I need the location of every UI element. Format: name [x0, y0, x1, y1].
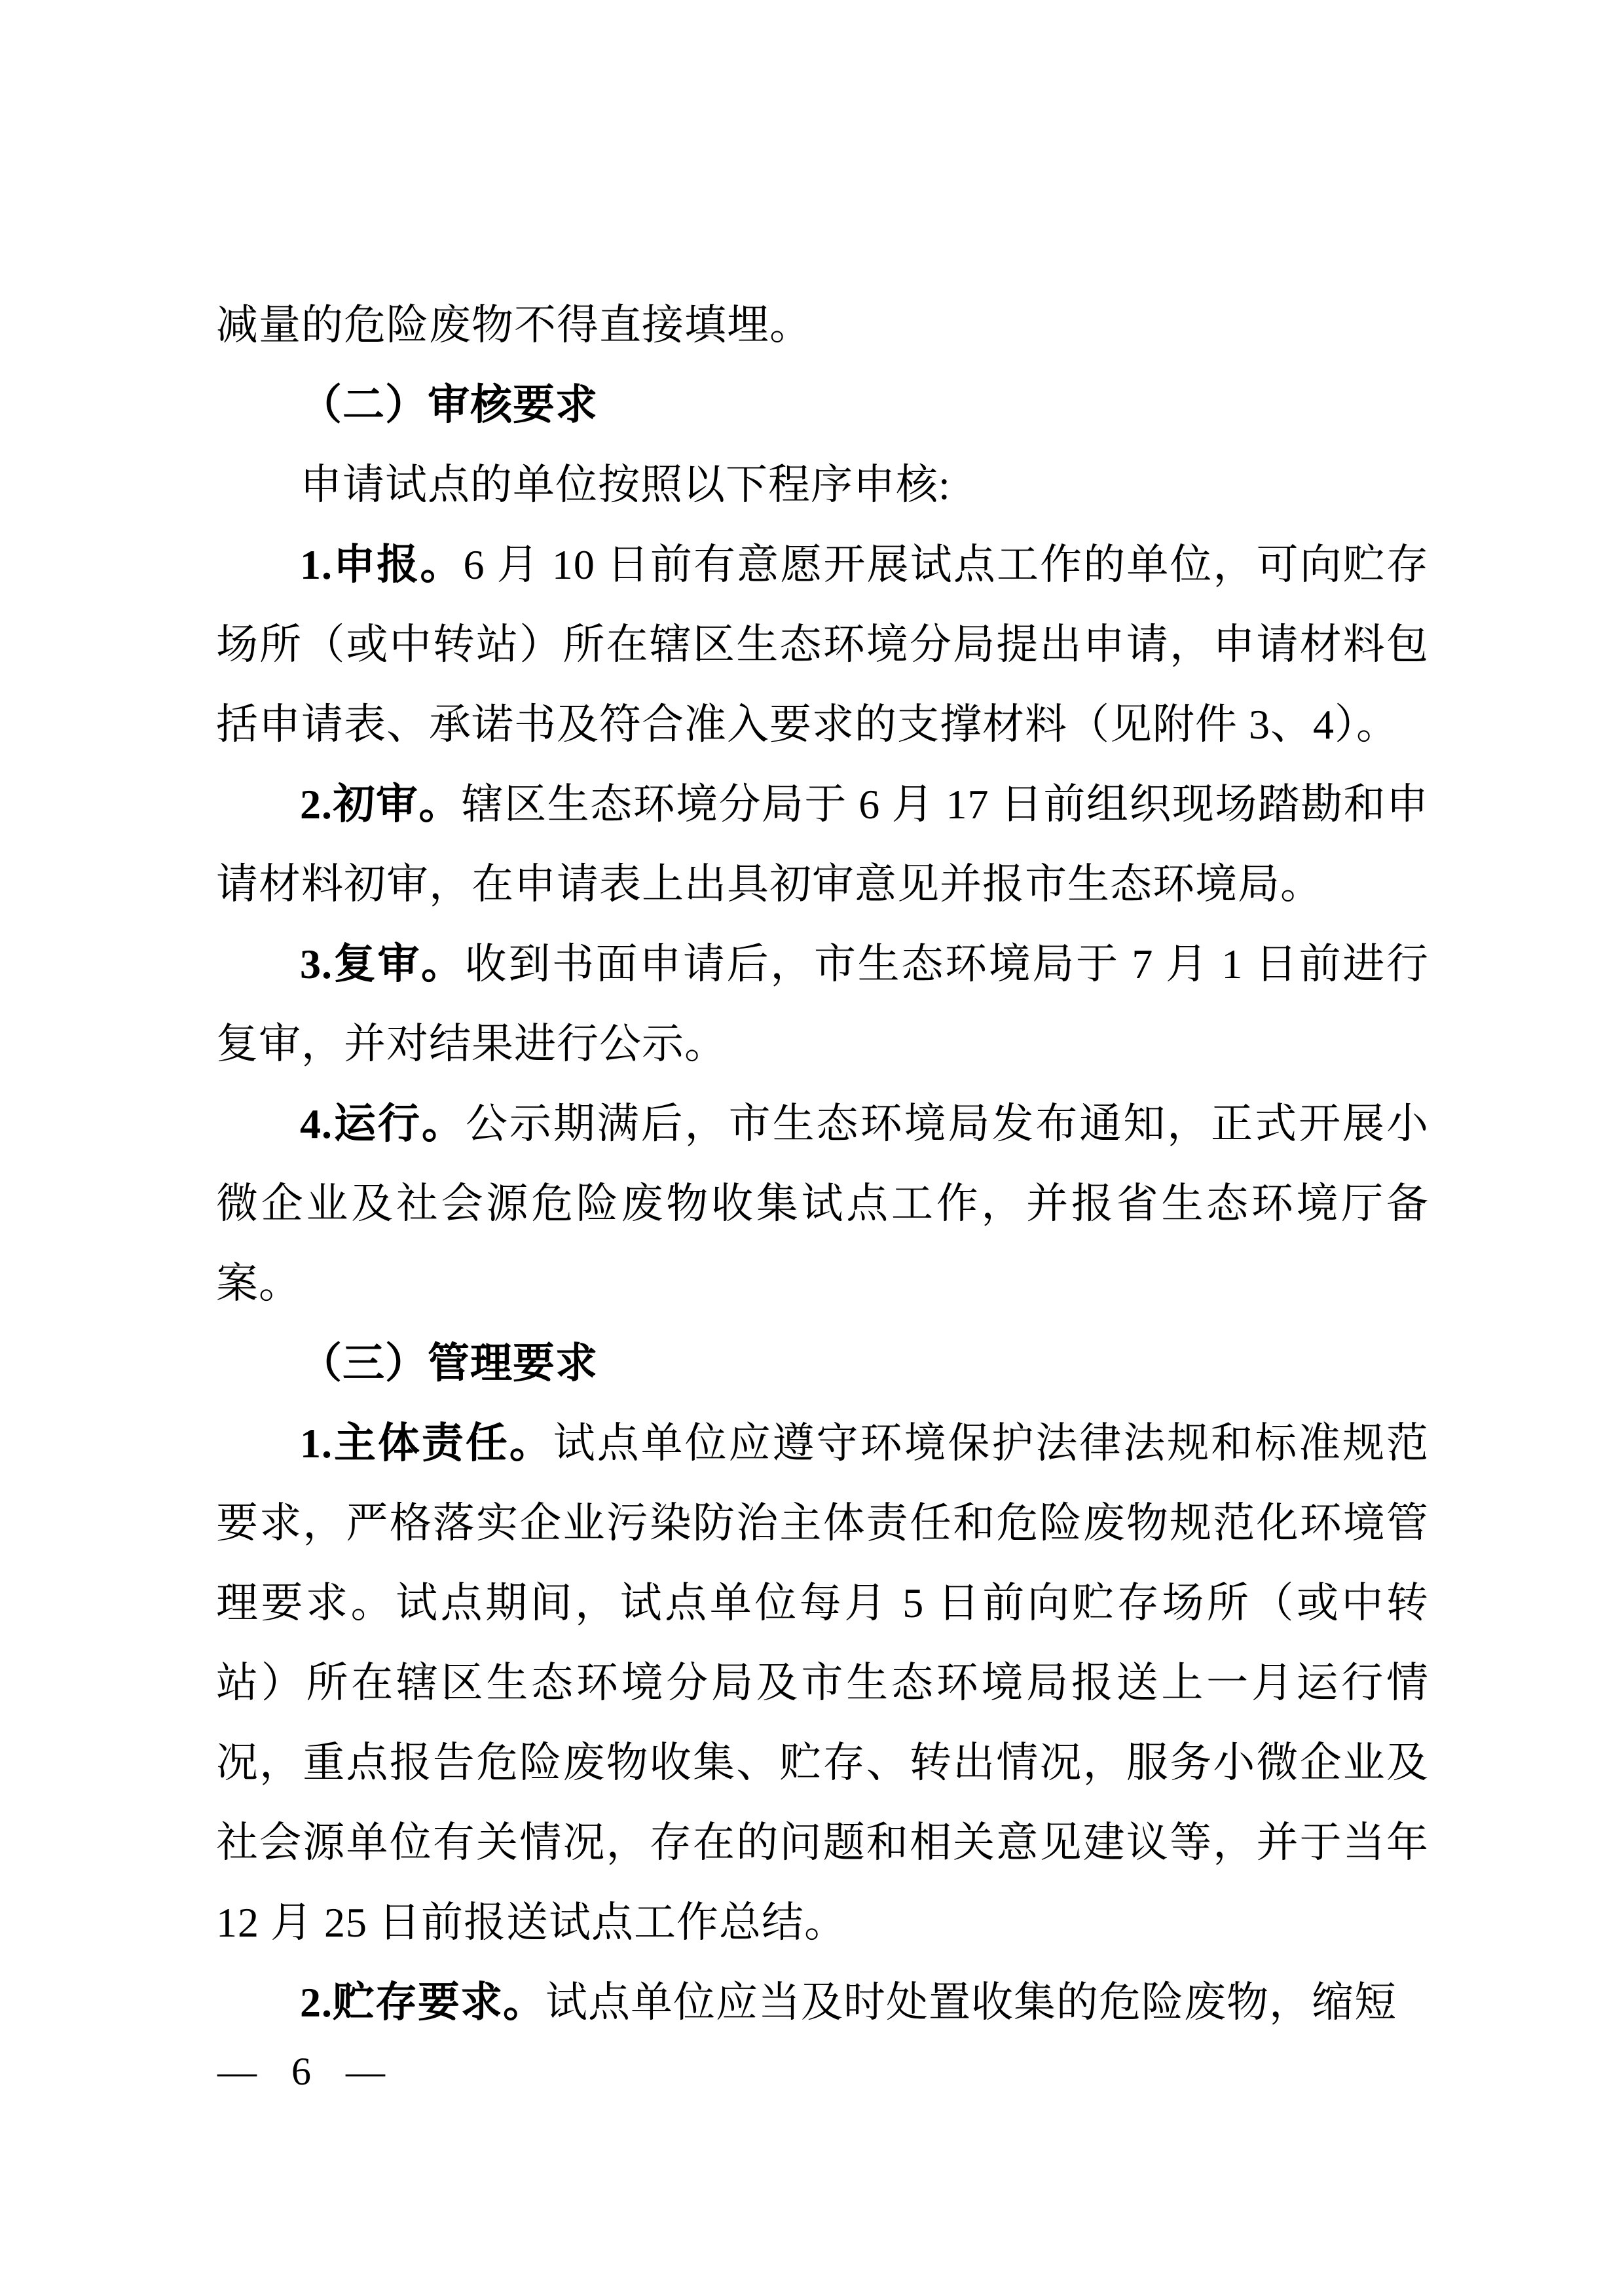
paragraph — [216, 445, 1429, 525]
emphasis-run: （三）管理要求 — [300, 1340, 598, 1387]
text-run: 试点单位应当及时处置收集的危险废物，缩短 — [545, 1979, 1397, 2026]
emphasis-run: （二）审核要求 — [300, 382, 598, 428]
paragraph — [216, 1404, 1429, 1963]
paragraph — [216, 924, 1429, 1084]
emphasis-run: 2.贮存要求。 — [300, 1979, 545, 2026]
text-run: 收到书面申请后，市生态环境局于 7 月 1 日前进行复审，并对结果进行公示。 — [216, 941, 1430, 1067]
page-number: — 6 — — [217, 2050, 386, 2093]
text-run: 辖区生态环境分局于 6 月 17 日前组织现场踏勘和申请材料初审，在申请表上出具初审意见并报市生态环境局。 — [216, 781, 1430, 907]
paragraph — [216, 285, 1429, 365]
paragraph — [216, 1963, 1429, 2043]
emphasis-run: 1.主体责任。 — [300, 1420, 553, 1467]
text-run: 6 月 10 日前有意愿开展试点工作的单位，可向贮存场所（或中转站）所在辖区生态环境分局提出申请，申请材料包括申请表、承诺书及符合准入要求的支撑材料（见附件 3、4）。 — [216, 541, 1430, 748]
paragraph — [216, 525, 1429, 765]
text-run: 申请试点的单位按照以下程序申核: — [300, 462, 951, 508]
document-body — [216, 285, 1429, 2043]
section-heading — [216, 365, 1429, 445]
emphasis-run: 2.初审。 — [300, 781, 462, 828]
text-run: 试点单位应遵守环境保护法律法规和标准规范要求，严格落实企业污染防治主体责任和危险废物规范化环境管理要求。试点期间，试点单位每月 5 日前向贮存场所（或中转站）所在辖区生态环境分局及市生态环境局报送上一月运行情况，重点报告危险废物收集、贮存、转出情况，服务小微企业及社会源单位有关情况，存在的问题和相关意见建议等，并于当年 12 月 25 日前报送试点工作总结。 — [216, 1420, 1430, 1946]
section-heading — [216, 1324, 1429, 1404]
text-run: 公示期满后，市生态环境局发布通知，正式开展小微企业及社会源危险废物收集试点工作，并报省生态环境厅备案。 — [216, 1101, 1430, 1307]
paragraph — [216, 765, 1429, 924]
text-run: 减量的危险废物不得直接填埋。 — [216, 302, 812, 348]
emphasis-run: 3.复审。 — [300, 941, 465, 987]
emphasis-run: 1.申报。 — [300, 541, 464, 588]
paragraph — [216, 1084, 1429, 1324]
emphasis-run: 4.运行。 — [300, 1101, 466, 1147]
